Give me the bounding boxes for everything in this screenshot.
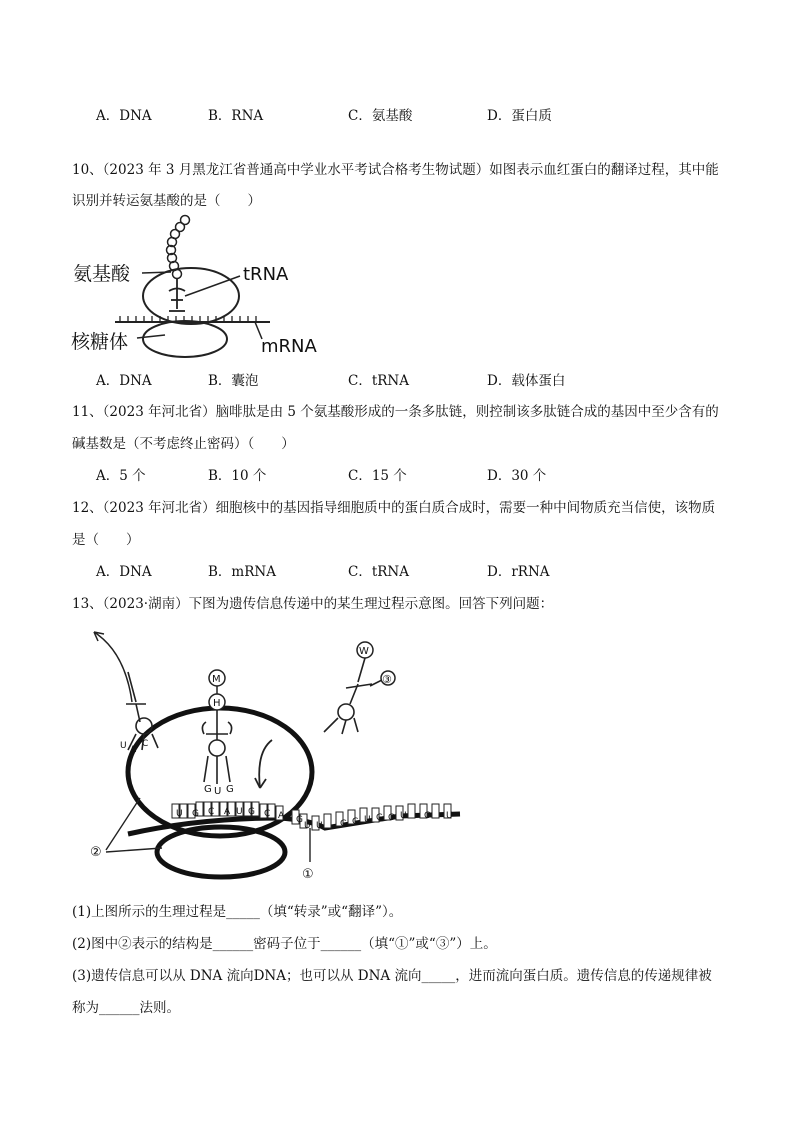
q11-option-c[interactable]: C．15 个 (348, 468, 407, 484)
svg-text:U: U (304, 821, 311, 831)
q9-option-c[interactable]: C．氨基酸 (348, 108, 413, 124)
q13-translation-figure (80, 622, 470, 884)
q9-option-a[interactable]: A．DNA (96, 108, 152, 124)
svg-text:G: G (226, 784, 234, 795)
marker-2: ② (90, 845, 102, 860)
label-trna: tRNA (243, 264, 289, 285)
peptide-chain (167, 216, 190, 271)
q11-stem-line1: 11、（2023 年河北省）脑啡肽是由 5 个氨基酸形成的一条多肽链，则控制该多肽链合成的基因中至少含有的 (72, 404, 719, 420)
svg-text:C: C (264, 809, 271, 819)
ribosome-small-subunit (143, 321, 227, 357)
svg-text:A: A (130, 745, 137, 755)
svg-text:U: U (316, 821, 323, 831)
label-mrna: mRNA (261, 336, 317, 357)
trna-right (324, 658, 382, 734)
svg-text:U: U (176, 809, 183, 819)
svg-text:G: G (248, 807, 255, 817)
q12-option-b[interactable]: B．mRNA (208, 564, 276, 580)
q10-option-c[interactable]: C．tRNA (348, 373, 409, 389)
q12-option-c[interactable]: C．tRNA (348, 564, 409, 580)
svg-text:U: U (400, 811, 407, 821)
trna-middle (202, 710, 231, 784)
q12-stem-line2: 是（ ） (72, 532, 140, 548)
q13-stem: 13、（2023·湖南）下图为遗传信息传递中的某生理过程示意图。回答下列问题： (72, 596, 554, 612)
svg-text:U: U (214, 786, 222, 797)
q10-stem-line2: 识别并转运氨基酸的是（ ） (72, 193, 261, 209)
q13-subquestion-3-line2: 称为______法则。 (72, 1000, 180, 1016)
q10-option-a[interactable]: A．DNA (96, 373, 152, 389)
svg-text:G: G (192, 809, 199, 819)
svg-text:C: C (352, 817, 359, 827)
svg-text:C: C (388, 813, 395, 823)
svg-text:U: U (120, 741, 127, 751)
q12-stem-line1: 12、（2023 年河北省）细胞核中的基因指导细胞质中的蛋白质合成时，需要一种中间物质充当信使，该物质 (72, 500, 716, 516)
svg-text:A: A (224, 807, 231, 817)
marker-1: ① (302, 867, 314, 882)
amino-acid-bead (173, 270, 182, 279)
ribosome-large-subunit (143, 268, 239, 324)
svg-text:U: U (236, 807, 243, 817)
q10-option-b[interactable]: B．囊泡 (208, 373, 259, 389)
q11-option-a[interactable]: A．5 个 (96, 468, 146, 484)
q13-subquestion-3-line1: (3)遗传信息可以从 DNA 流向DNA；也可以从 DNA 流向_____，进而流向蛋白质。遗传信息的传递规律被 (72, 968, 712, 984)
q10-stem-line1: 10、（2023 年 3 月黑龙江省普通高中学业水平考试合格考生物试题）如图表示血红蛋白的翻译过程，其中能 (72, 162, 719, 178)
q11-option-d[interactable]: D．30 个 (487, 468, 547, 484)
marker-2-leaders (106, 798, 162, 852)
marker-3: ③ (382, 673, 392, 686)
q9-option-b[interactable]: B．RNA (208, 108, 264, 124)
q12-option-a[interactable]: A．DNA (96, 564, 152, 580)
label-amino-acid: 氨基酸 (73, 263, 131, 285)
svg-text:G: G (340, 819, 347, 829)
svg-text:G: G (376, 813, 383, 823)
svg-text:U: U (364, 815, 371, 825)
q10-option-d[interactable]: D．载体蛋白 (487, 373, 566, 389)
amino-acid-h-label: H (213, 698, 221, 709)
q11-option-b[interactable]: B．10 个 (208, 468, 267, 484)
q13-subquestion-1: (1)上图所示的生理过程是_____（填“转录”或“翻译”）。 (72, 904, 403, 920)
label-ribosome: 核糖体 (71, 331, 129, 353)
q13-subquestion-2: (2)图中②表示的结构是______密码子位于______（填“①”或“③”）上。 (72, 936, 497, 952)
exit-arrow (94, 632, 132, 702)
trna-left-anticodon (120, 739, 148, 755)
svg-text:C: C (142, 739, 149, 749)
svg-text:G: G (204, 784, 212, 795)
amino-acid-w-label: W (359, 646, 369, 657)
q9-option-d[interactable]: D．蛋白质 (487, 108, 552, 124)
amino-acid-m-label: M (212, 674, 221, 685)
svg-text:C: C (208, 807, 215, 817)
q11-stem-line2: 碱基数是（不考虑终止密码）（ ） (72, 436, 295, 452)
trna-shape (169, 279, 185, 311)
trna-middle-anticodon (204, 784, 234, 797)
svg-text:G: G (296, 815, 303, 825)
svg-text:C: C (424, 811, 431, 821)
q10-translation-figure (65, 214, 325, 364)
svg-text:U: U (446, 811, 453, 821)
q12-option-d[interactable]: D．rRNA (487, 564, 550, 580)
svg-text:A: A (278, 811, 285, 821)
